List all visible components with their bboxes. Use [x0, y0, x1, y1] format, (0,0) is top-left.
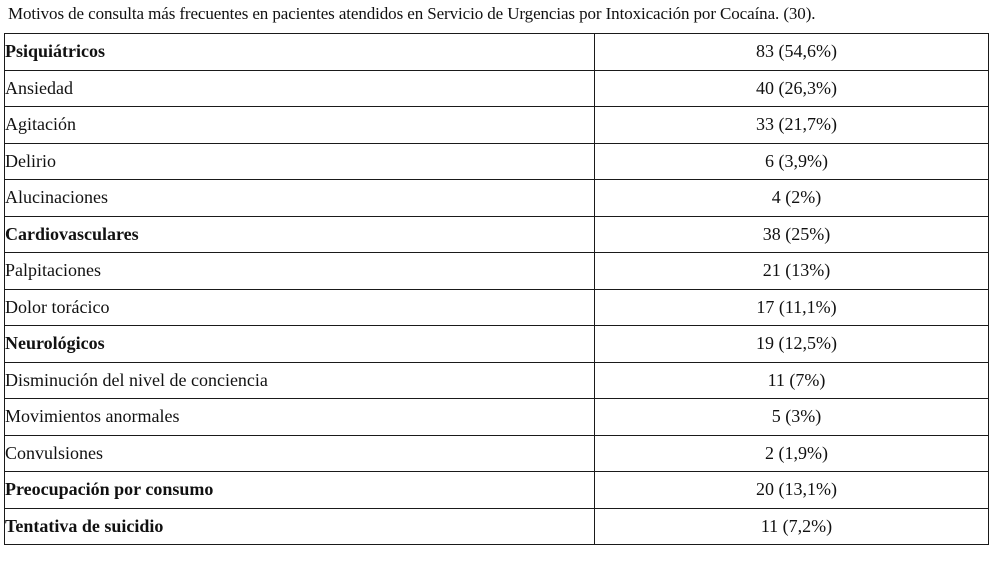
row-label: Alucinaciones — [5, 180, 595, 217]
row-value: 5 (3%) — [771, 406, 822, 427]
row-label: Convulsiones — [5, 435, 595, 472]
table-row — [5, 180, 989, 217]
row-value: 4 (2%) — [771, 187, 822, 208]
row-value-cell — [595, 289, 989, 326]
row-label: Agitación — [5, 107, 595, 144]
row-value: 40 (26,3%) — [756, 77, 837, 98]
row-label: Disminución del nivel de conciencia — [5, 362, 595, 399]
row-value-cell — [595, 362, 989, 399]
row-label: Ansiedad — [5, 70, 595, 107]
row-value-cell — [595, 435, 989, 472]
row-value: 2 (1,9%) — [765, 442, 828, 463]
row-value: 33 (21,7%) — [756, 114, 837, 135]
table-row — [5, 362, 989, 399]
row-value-cell — [595, 143, 989, 180]
row-value: 38 (25%) — [762, 223, 831, 244]
consultation-reasons-table — [4, 33, 989, 545]
table-row — [5, 216, 989, 253]
row-label: Preocupación por consumo — [5, 472, 595, 509]
table-row — [5, 143, 989, 180]
row-label: Dolor torácico — [5, 289, 595, 326]
row-label: Tentativa de suicidio — [5, 508, 595, 545]
row-value: 11 (7%) — [767, 369, 826, 390]
row-label: Delirio — [5, 143, 595, 180]
row-value-cell — [595, 253, 989, 290]
row-value: 20 (13,1%) — [756, 479, 837, 500]
row-value-cell — [595, 34, 989, 71]
table-row — [5, 289, 989, 326]
row-value: 83 (54,6%) — [756, 41, 837, 62]
row-value-cell — [595, 472, 989, 509]
row-value: 6 (3,9%) — [765, 150, 828, 171]
row-value-cell — [595, 70, 989, 107]
row-value: 19 (12,5%) — [756, 333, 837, 354]
table-row — [5, 70, 989, 107]
table-row — [5, 472, 989, 509]
table-row — [5, 435, 989, 472]
row-value: 11 (7,2%) — [760, 515, 833, 536]
row-label: Palpitaciones — [5, 253, 595, 290]
row-value: 17 (11,1%) — [756, 296, 837, 317]
table-row — [5, 399, 989, 436]
table-row — [5, 508, 989, 545]
table-row — [5, 253, 989, 290]
row-value-cell — [595, 508, 989, 545]
table-row — [5, 34, 989, 71]
table-row — [5, 326, 989, 363]
row-label: Cardiovasculares — [5, 216, 595, 253]
table-row — [5, 107, 989, 144]
row-value-cell — [595, 216, 989, 253]
row-value-cell — [595, 326, 989, 363]
row-label: Movimientos anormales — [5, 399, 595, 436]
row-value-cell — [595, 180, 989, 217]
row-label: Neurológicos — [5, 326, 595, 363]
row-value-cell — [595, 107, 989, 144]
row-value-cell — [595, 399, 989, 436]
row-value: 21 (13%) — [762, 260, 831, 281]
table-caption: Motivos de consulta más frecuentes en pacientes atendidos en Servicio de Urgencias por Intoxicación por Cocaína. (30). — [8, 4, 816, 23]
row-label: Psiquiátricos — [5, 34, 595, 71]
